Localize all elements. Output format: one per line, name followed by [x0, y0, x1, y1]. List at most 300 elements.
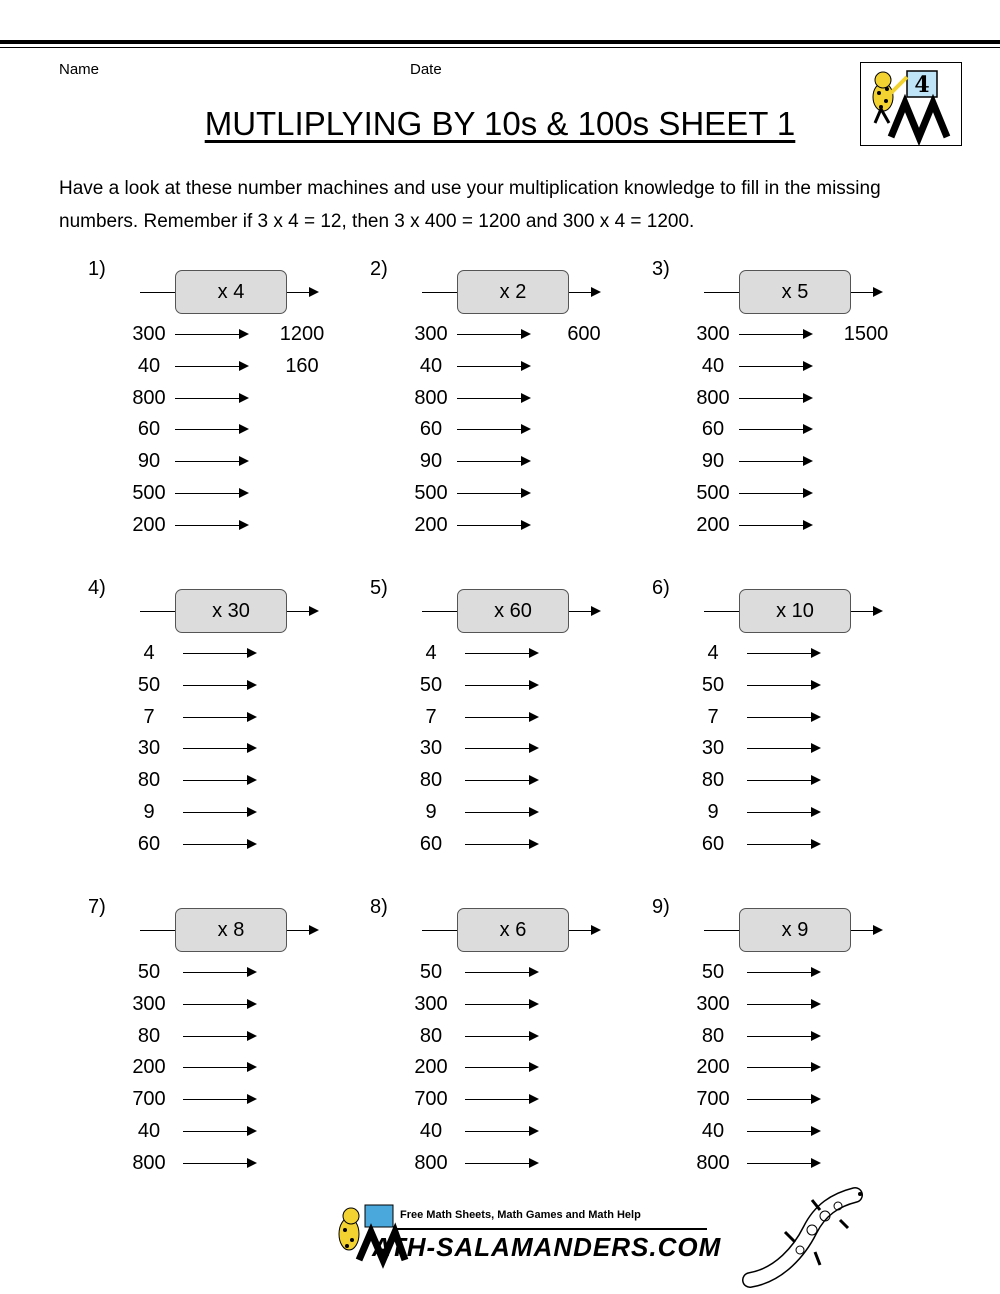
input-number: 90 — [419, 450, 443, 473]
answer-arrow-line — [465, 1163, 531, 1164]
number-row — [652, 701, 932, 733]
arrow-head-icon — [247, 839, 257, 849]
answer-arrow-line — [739, 493, 805, 494]
page-title: MUTLIPLYING BY 10s & 100s SHEET 1 — [204, 105, 796, 142]
arrow-head-icon — [529, 967, 539, 977]
answer-arrow-line — [747, 1099, 813, 1100]
footer-brand: ATH-SALAMANDERS.COM — [372, 1232, 722, 1262]
input-number: 50 — [701, 961, 725, 983]
input-number: 4 — [425, 642, 437, 664]
arrow-head-icon — [529, 775, 539, 785]
footer-rule — [395, 1228, 707, 1230]
number-row — [652, 669, 932, 701]
input-number: 300 — [132, 323, 166, 345]
input-number: 40 — [137, 354, 161, 377]
number-row — [88, 988, 368, 1020]
answer-arrow-line — [465, 685, 531, 686]
number-row — [370, 1083, 650, 1115]
number-row — [88, 1020, 368, 1052]
machine-input-line — [704, 611, 739, 612]
arrow-head-icon — [247, 648, 257, 658]
arrow-head-icon — [529, 680, 539, 690]
answer-arrow-line — [747, 812, 813, 813]
top-rule-thick — [0, 40, 1000, 44]
input-number: 300 — [696, 323, 730, 345]
number-row — [88, 1115, 368, 1147]
input-number: 200 — [696, 1056, 730, 1079]
problem-3 — [652, 258, 932, 548]
arrow-head-icon — [803, 361, 813, 371]
number-row — [88, 764, 368, 796]
problem-8 — [370, 896, 650, 1186]
number-row — [652, 1051, 932, 1083]
answer-arrow-line — [747, 717, 813, 718]
input-number: 90 — [137, 450, 161, 473]
problem-6 — [652, 577, 932, 867]
machine-operation: x 9 — [739, 908, 851, 952]
arrow-head-icon — [529, 1094, 539, 1104]
arrow-head-icon — [529, 648, 539, 658]
arrow-head-icon — [239, 456, 249, 466]
arrow-head-icon — [521, 361, 531, 371]
number-row — [370, 956, 650, 988]
arrow-head-icon — [803, 424, 813, 434]
answer-arrow-line — [175, 429, 241, 430]
answer-arrow-line — [465, 1036, 531, 1037]
machine-output-line — [287, 611, 311, 612]
arrow-head-icon — [521, 488, 531, 498]
machine-output-line — [569, 611, 593, 612]
answer-arrow-line — [457, 429, 523, 430]
number-row — [88, 1147, 368, 1179]
problem-number: 6) — [652, 577, 670, 599]
number-row — [652, 318, 932, 350]
number-row — [370, 732, 650, 764]
answer-value[interactable]: 160 — [285, 354, 319, 377]
arrow-head-icon — [521, 393, 531, 403]
input-number: 800 — [696, 1151, 730, 1174]
number-row — [652, 988, 932, 1020]
answer-arrow-line — [739, 429, 805, 430]
input-number: 50 — [419, 961, 443, 983]
arrow-head-icon — [521, 424, 531, 434]
instructions: Have a look at these number machines and use your multiplication knowledge to fill in the missing numbers. Remember if 3 x 4 = 12, then 3 x 400 = 1200 and 300 x 4 = 1200. — [59, 178, 881, 232]
arrow-head-icon — [247, 1094, 257, 1104]
input-number: 40 — [137, 1120, 161, 1142]
arrow-head-icon — [811, 999, 821, 1009]
machine-output-line — [851, 930, 875, 931]
arrow-head-icon — [811, 775, 821, 785]
answer-arrow-line — [747, 653, 813, 654]
input-number: 40 — [419, 354, 443, 377]
arrow-head-icon — [811, 1126, 821, 1136]
answer-arrow-line — [747, 972, 813, 973]
number-row — [88, 669, 368, 701]
problem-number: 7) — [88, 896, 106, 918]
answer-arrow-line — [183, 748, 249, 749]
problem-number: 4) — [88, 577, 106, 599]
input-number: 200 — [132, 513, 166, 536]
number-row — [652, 1083, 932, 1115]
arrow-head-icon — [247, 1158, 257, 1168]
answer-arrow-line — [457, 366, 523, 367]
number-row — [652, 477, 932, 509]
answer-arrow-line — [183, 653, 249, 654]
machine-operation: x 60 — [457, 589, 569, 633]
arrow-head-icon — [521, 456, 531, 466]
number-row — [652, 956, 932, 988]
number-row — [370, 318, 650, 350]
answer-arrow-line — [465, 717, 531, 718]
input-number: 4 — [143, 642, 155, 664]
number-row — [652, 828, 932, 860]
number-row — [370, 796, 650, 828]
machine-input-line — [140, 611, 175, 612]
salamander-mascot-icon — [740, 1180, 880, 1290]
arrow-head-icon — [247, 1126, 257, 1136]
input-number: 30 — [419, 737, 443, 760]
arrow-head-icon — [529, 1126, 539, 1136]
arrow-head-icon — [803, 456, 813, 466]
arrow-head-icon — [591, 606, 601, 616]
input-number: 800 — [132, 1151, 166, 1174]
answer-arrow-line — [465, 1131, 531, 1132]
arrow-head-icon — [811, 743, 821, 753]
number-row — [370, 413, 650, 445]
number-row — [370, 988, 650, 1020]
input-number: 80 — [419, 769, 443, 792]
number-row — [88, 445, 368, 477]
machine-operation: x 2 — [457, 270, 569, 314]
arrow-head-icon — [239, 393, 249, 403]
arrow-head-icon — [811, 807, 821, 817]
input-number: 800 — [414, 1151, 448, 1174]
input-number: 7 — [707, 705, 719, 728]
input-number: 200 — [696, 513, 730, 536]
machine-output-line — [569, 930, 593, 931]
input-number: 50 — [137, 673, 161, 696]
problem-9 — [652, 896, 932, 1186]
problem-2 — [370, 258, 650, 548]
input-number: 80 — [701, 1024, 725, 1047]
answer-arrow-line — [465, 844, 531, 845]
machine-output-line — [287, 292, 311, 293]
input-number: 800 — [132, 386, 166, 409]
machine-operation: x 5 — [739, 270, 851, 314]
answer-arrow-line — [465, 1004, 531, 1005]
arrow-head-icon — [247, 1031, 257, 1041]
input-number: 60 — [419, 418, 443, 441]
answer-arrow-line — [457, 493, 523, 494]
arrow-head-icon — [811, 1158, 821, 1168]
problem-number: 2) — [370, 258, 388, 280]
answer-arrow-line — [183, 1131, 249, 1132]
number-row — [652, 764, 932, 796]
input-number: 40 — [701, 354, 725, 377]
answer-arrow-line — [747, 1036, 813, 1037]
arrow-head-icon — [521, 520, 531, 530]
arrow-head-icon — [803, 488, 813, 498]
arrow-head-icon — [803, 393, 813, 403]
number-row — [370, 1115, 650, 1147]
input-number: 40 — [419, 1120, 443, 1142]
arrow-head-icon — [239, 424, 249, 434]
number-row — [652, 1115, 932, 1147]
problem-number: 5) — [370, 577, 388, 599]
number-row — [652, 350, 932, 382]
answer-arrow-line — [175, 525, 241, 526]
input-number: 60 — [701, 832, 725, 855]
input-number: 90 — [701, 450, 725, 473]
input-number: 40 — [701, 1120, 725, 1142]
number-row — [88, 413, 368, 445]
number-row — [652, 732, 932, 764]
number-row — [88, 318, 368, 350]
arrow-head-icon — [239, 488, 249, 498]
arrow-head-icon — [247, 775, 257, 785]
answer-arrow-line — [739, 461, 805, 462]
arrow-head-icon — [529, 743, 539, 753]
input-number: 80 — [419, 1024, 443, 1047]
input-number: 50 — [701, 673, 725, 696]
date-label: Date — [410, 61, 442, 78]
machine-operation: x 6 — [457, 908, 569, 952]
arrow-head-icon — [239, 520, 249, 530]
input-number: 60 — [701, 418, 725, 441]
input-number: 500 — [696, 482, 730, 504]
arrow-head-icon — [239, 329, 249, 339]
arrow-head-icon — [309, 925, 319, 935]
arrow-head-icon — [811, 839, 821, 849]
input-number: 500 — [132, 482, 166, 504]
arrow-head-icon — [811, 680, 821, 690]
arrow-head-icon — [873, 606, 883, 616]
number-row — [88, 956, 368, 988]
number-row — [370, 445, 650, 477]
answer-arrow-line — [739, 366, 805, 367]
number-row — [652, 1147, 932, 1179]
number-row — [88, 701, 368, 733]
machine-input-line — [140, 292, 175, 293]
answer-arrow-line — [739, 398, 805, 399]
machine-input-line — [140, 930, 175, 931]
answer-arrow-line — [183, 972, 249, 973]
arrow-head-icon — [529, 807, 539, 817]
machine-output-line — [851, 292, 875, 293]
machine-input-line — [704, 292, 739, 293]
machine-input-line — [422, 292, 457, 293]
number-row — [88, 1051, 368, 1083]
arrow-head-icon — [247, 807, 257, 817]
machine-operation: x 10 — [739, 589, 851, 633]
input-number: 60 — [419, 832, 443, 855]
input-number: 80 — [137, 1024, 161, 1047]
input-number: 300 — [414, 323, 448, 345]
arrow-head-icon — [529, 1158, 539, 1168]
number-row — [370, 701, 650, 733]
arrow-head-icon — [529, 1062, 539, 1072]
name-label: Name — [59, 61, 100, 78]
answer-arrow-line — [183, 1163, 249, 1164]
number-row — [652, 382, 932, 414]
input-number: 800 — [414, 386, 448, 409]
answer-value[interactable]: 1500 — [843, 323, 889, 345]
machine-operation: x 4 — [175, 270, 287, 314]
arrow-head-icon — [811, 1094, 821, 1104]
input-number: 300 — [696, 992, 730, 1015]
number-row — [370, 1020, 650, 1052]
input-number: 4 — [707, 642, 719, 664]
problem-1 — [88, 258, 368, 548]
input-number: 700 — [696, 1088, 730, 1111]
answer-arrow-line — [465, 1067, 531, 1068]
arrow-head-icon — [247, 680, 257, 690]
input-number: 30 — [701, 737, 725, 760]
number-row — [370, 350, 650, 382]
answer-arrow-line — [747, 1131, 813, 1132]
number-row — [652, 637, 932, 669]
input-number: 9 — [425, 801, 437, 823]
answer-value[interactable]: 600 — [567, 323, 601, 345]
answer-arrow-line — [183, 1004, 249, 1005]
answer-arrow-line — [465, 812, 531, 813]
arrow-head-icon — [247, 712, 257, 722]
problem-number: 3) — [652, 258, 670, 280]
answer-arrow-line — [175, 334, 241, 335]
number-row — [88, 350, 368, 382]
answer-arrow-line — [457, 334, 523, 335]
arrow-head-icon — [803, 329, 813, 339]
arrow-head-icon — [873, 925, 883, 935]
number-row — [370, 1051, 650, 1083]
number-row — [370, 382, 650, 414]
arrow-head-icon — [811, 712, 821, 722]
arrow-head-icon — [811, 648, 821, 658]
input-number: 50 — [419, 673, 443, 696]
answer-arrow-line — [183, 717, 249, 718]
number-row — [88, 477, 368, 509]
arrow-head-icon — [239, 361, 249, 371]
machine-operation: x 8 — [175, 908, 287, 952]
input-number: 80 — [137, 769, 161, 792]
number-row — [652, 509, 932, 541]
number-row — [370, 509, 650, 541]
answer-arrow-line — [183, 812, 249, 813]
arrow-head-icon — [309, 606, 319, 616]
problem-number: 8) — [370, 896, 388, 918]
input-number: 7 — [425, 705, 437, 728]
problem-5 — [370, 577, 650, 867]
input-number: 700 — [132, 1088, 166, 1111]
input-number: 800 — [696, 386, 730, 409]
machine-output-line — [287, 930, 311, 931]
answer-arrow-line — [747, 1067, 813, 1068]
arrow-head-icon — [247, 967, 257, 977]
number-row — [370, 669, 650, 701]
answer-arrow-line — [747, 844, 813, 845]
input-number: 7 — [143, 705, 155, 728]
answer-arrow-line — [175, 461, 241, 462]
number-row — [370, 764, 650, 796]
answer-arrow-line — [183, 685, 249, 686]
number-row — [652, 1020, 932, 1052]
input-number: 200 — [414, 1056, 448, 1079]
answer-arrow-line — [747, 1163, 813, 1164]
arrow-head-icon — [529, 839, 539, 849]
input-number: 30 — [137, 737, 161, 760]
arrow-head-icon — [247, 999, 257, 1009]
input-number: 50 — [137, 961, 161, 983]
number-row — [88, 637, 368, 669]
input-number: 300 — [414, 992, 448, 1015]
input-number: 80 — [701, 769, 725, 792]
input-number: 9 — [707, 801, 719, 823]
input-number: 9 — [143, 801, 155, 823]
answer-arrow-line — [183, 780, 249, 781]
input-number: 60 — [137, 418, 161, 441]
arrow-head-icon — [529, 999, 539, 1009]
answer-arrow-line — [747, 748, 813, 749]
arrow-head-icon — [591, 287, 601, 297]
number-row — [652, 445, 932, 477]
machine-output-line — [569, 292, 593, 293]
answer-arrow-line — [183, 1099, 249, 1100]
number-row — [88, 509, 368, 541]
arrow-head-icon — [529, 712, 539, 722]
number-row — [370, 1147, 650, 1179]
problem-number: 1) — [88, 258, 106, 280]
arrow-head-icon — [811, 967, 821, 977]
input-number: 200 — [132, 1056, 166, 1079]
number-row — [370, 477, 650, 509]
arrow-head-icon — [803, 520, 813, 530]
answer-arrow-line — [457, 461, 523, 462]
number-row — [88, 828, 368, 860]
answer-value[interactable]: 1200 — [279, 323, 325, 345]
number-row — [88, 1083, 368, 1115]
arrow-head-icon — [811, 1031, 821, 1041]
answer-arrow-line — [183, 1067, 249, 1068]
grade-number: 4 — [914, 72, 930, 98]
arrow-head-icon — [309, 287, 319, 297]
arrow-head-icon — [247, 1062, 257, 1072]
number-row — [370, 828, 650, 860]
input-number: 300 — [132, 992, 166, 1015]
answer-arrow-line — [465, 780, 531, 781]
machine-output-line — [851, 611, 875, 612]
number-row — [88, 732, 368, 764]
answer-arrow-line — [747, 685, 813, 686]
answer-arrow-line — [747, 780, 813, 781]
number-row — [370, 637, 650, 669]
number-row — [88, 382, 368, 414]
answer-arrow-line — [457, 398, 523, 399]
arrow-head-icon — [873, 287, 883, 297]
answer-arrow-line — [183, 844, 249, 845]
machine-input-line — [704, 930, 739, 931]
answer-arrow-line — [739, 525, 805, 526]
problem-4 — [88, 577, 368, 867]
answer-arrow-line — [175, 493, 241, 494]
answer-arrow-line — [465, 1099, 531, 1100]
problem-number: 9) — [652, 896, 670, 918]
footer-tagline: Free Math Sheets, Math Games and Math Help — [400, 1209, 641, 1221]
answer-arrow-line — [465, 653, 531, 654]
machine-input-line — [422, 930, 457, 931]
input-number: 60 — [137, 832, 161, 855]
answer-arrow-line — [175, 398, 241, 399]
answer-arrow-line — [175, 366, 241, 367]
